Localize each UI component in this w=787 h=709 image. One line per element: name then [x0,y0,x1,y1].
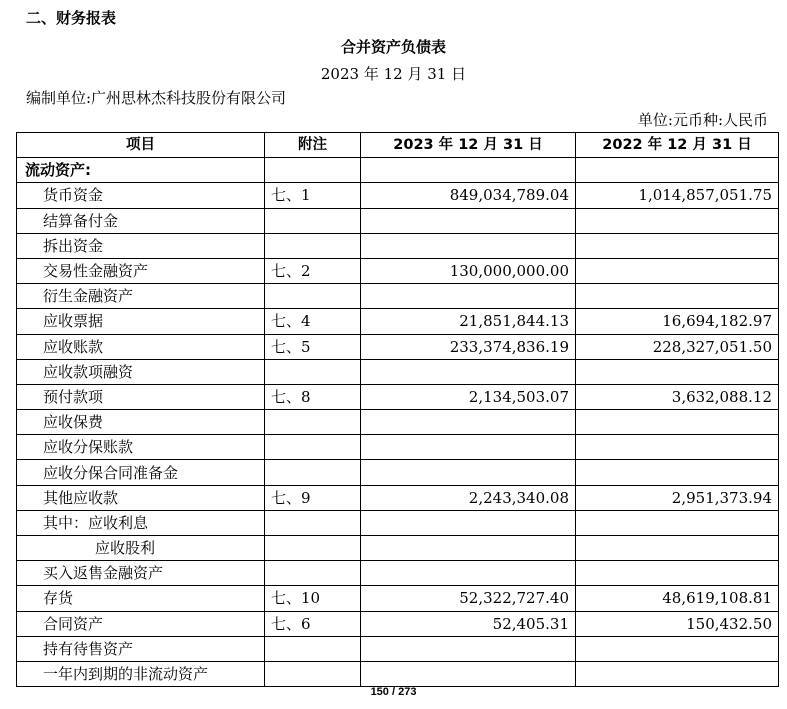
row-item: 应收保费 [17,410,265,435]
row-prior-value: 150,432.50 [576,611,779,636]
row-prior-value: 1,014,857,051.75 [576,183,779,208]
row-prior-value [576,208,779,233]
section-prior-empty [576,158,779,183]
table-row [17,334,779,359]
row-item: 预付款项 [17,384,265,409]
row-item: 应收分保合同准备金 [17,460,265,485]
row-current-value: 849,034,789.04 [361,183,576,208]
row-current-value [361,460,576,485]
row-item: 买入返售金融资产 [17,561,265,586]
table-row [17,183,779,208]
section-label: 流动资产: [17,158,265,183]
table-row [17,284,779,309]
row-current-value: 52,322,727.40 [361,586,576,611]
row-note: 七、8 [265,384,361,409]
row-current-value [361,661,576,686]
row-note [265,410,361,435]
row-current-value: 52,405.31 [361,611,576,636]
section-heading: 二、财务报表 [26,9,117,27]
row-note: 七、1 [265,183,361,208]
row-item: 其他应收款 [17,485,265,510]
row-item: 衍生金融资产 [17,284,265,309]
balance-sheet-table [16,132,779,687]
row-prior-value: 48,619,108.81 [576,586,779,611]
row-item: 交易性金融资产 [17,258,265,283]
row-note [265,460,361,485]
table-row [17,309,779,334]
table-row [17,661,779,686]
row-item: 应收分保账款 [17,435,265,460]
header-current-period: 2023 年 12 月 31 日 [361,133,576,158]
header-item: 项目 [17,133,265,158]
row-prior-value [576,359,779,384]
row-note [265,536,361,561]
row-note [265,435,361,460]
row-item: 货币资金 [17,183,265,208]
row-prior-value [576,284,779,309]
table-row [17,460,779,485]
row-item: 应收票据 [17,309,265,334]
header-prior-period: 2022 年 12 月 31 日 [576,133,779,158]
table-row [17,233,779,258]
row-current-value: 21,851,844.13 [361,309,576,334]
table-row [17,410,779,435]
preparing-entity: 编制单位:广州思林杰科技股份有限公司 [26,89,287,107]
row-note [265,636,361,661]
row-note: 七、2 [265,258,361,283]
row-note [265,359,361,384]
row-prior-value [576,510,779,535]
row-current-value: 2,243,340.08 [361,485,576,510]
row-current-value [361,435,576,460]
row-current-value [361,233,576,258]
row-item: 应收款项融资 [17,359,265,384]
row-prior-value: 228,327,051.50 [576,334,779,359]
row-note [265,661,361,686]
row-prior-value [576,636,779,661]
row-item: 应收账款 [17,334,265,359]
row-prior-value: 2,951,373.94 [576,485,779,510]
row-note [265,233,361,258]
row-prior-value: 3,632,088.12 [576,384,779,409]
row-current-value [361,536,576,561]
row-item: 其中：应收利息 [17,510,265,535]
row-current-value [361,284,576,309]
row-prior-value [576,536,779,561]
row-note [265,510,361,535]
row-current-value [361,636,576,661]
row-prior-value [576,258,779,283]
row-current-value [361,561,576,586]
table-row [17,258,779,283]
row-prior-value [576,435,779,460]
row-prior-value [576,410,779,435]
row-current-value [361,208,576,233]
row-prior-value: 16,694,182.97 [576,309,779,334]
row-item: 持有待售资产 [17,636,265,661]
row-item: 应收股利 [17,536,265,561]
row-prior-value [576,233,779,258]
row-prior-value [576,661,779,686]
table-row [17,208,779,233]
statement-date: 2023 年 12 月 31 日 [320,65,467,83]
row-note [265,561,361,586]
row-note: 七、6 [265,611,361,636]
row-item: 拆出资金 [17,233,265,258]
currency-unit: 单位:元币种:人民币 [637,111,768,129]
header-note: 附注 [265,133,361,158]
row-note: 七、5 [265,334,361,359]
row-item: 存货 [17,586,265,611]
row-note: 七、4 [265,309,361,334]
row-item: 结算备付金 [17,208,265,233]
row-item: 一年内到期的非流动资产 [17,661,265,686]
table-row [17,586,779,611]
row-current-value: 233,374,836.19 [361,334,576,359]
table-row [17,359,779,384]
row-note [265,208,361,233]
section-row [17,158,779,183]
row-note: 七、10 [265,586,361,611]
table-row [17,636,779,661]
row-current-value [361,510,576,535]
table-row [17,536,779,561]
table-header-row [17,133,779,158]
statement-title: 合并资产负债表 [340,38,446,56]
row-current-value [361,410,576,435]
table-row [17,510,779,535]
row-current-value [361,359,576,384]
section-current-empty [361,158,576,183]
table-row [17,611,779,636]
section-note-empty [265,158,361,183]
row-note [265,284,361,309]
table-row [17,485,779,510]
page-number: 150 / 273 [370,686,417,698]
table-row [17,435,779,460]
row-current-value: 130,000,000.00 [361,258,576,283]
row-item: 合同资产 [17,611,265,636]
row-prior-value [576,561,779,586]
table-row [17,384,779,409]
table-row [17,561,779,586]
row-note: 七、9 [265,485,361,510]
row-current-value: 2,134,503.07 [361,384,576,409]
row-prior-value [576,460,779,485]
